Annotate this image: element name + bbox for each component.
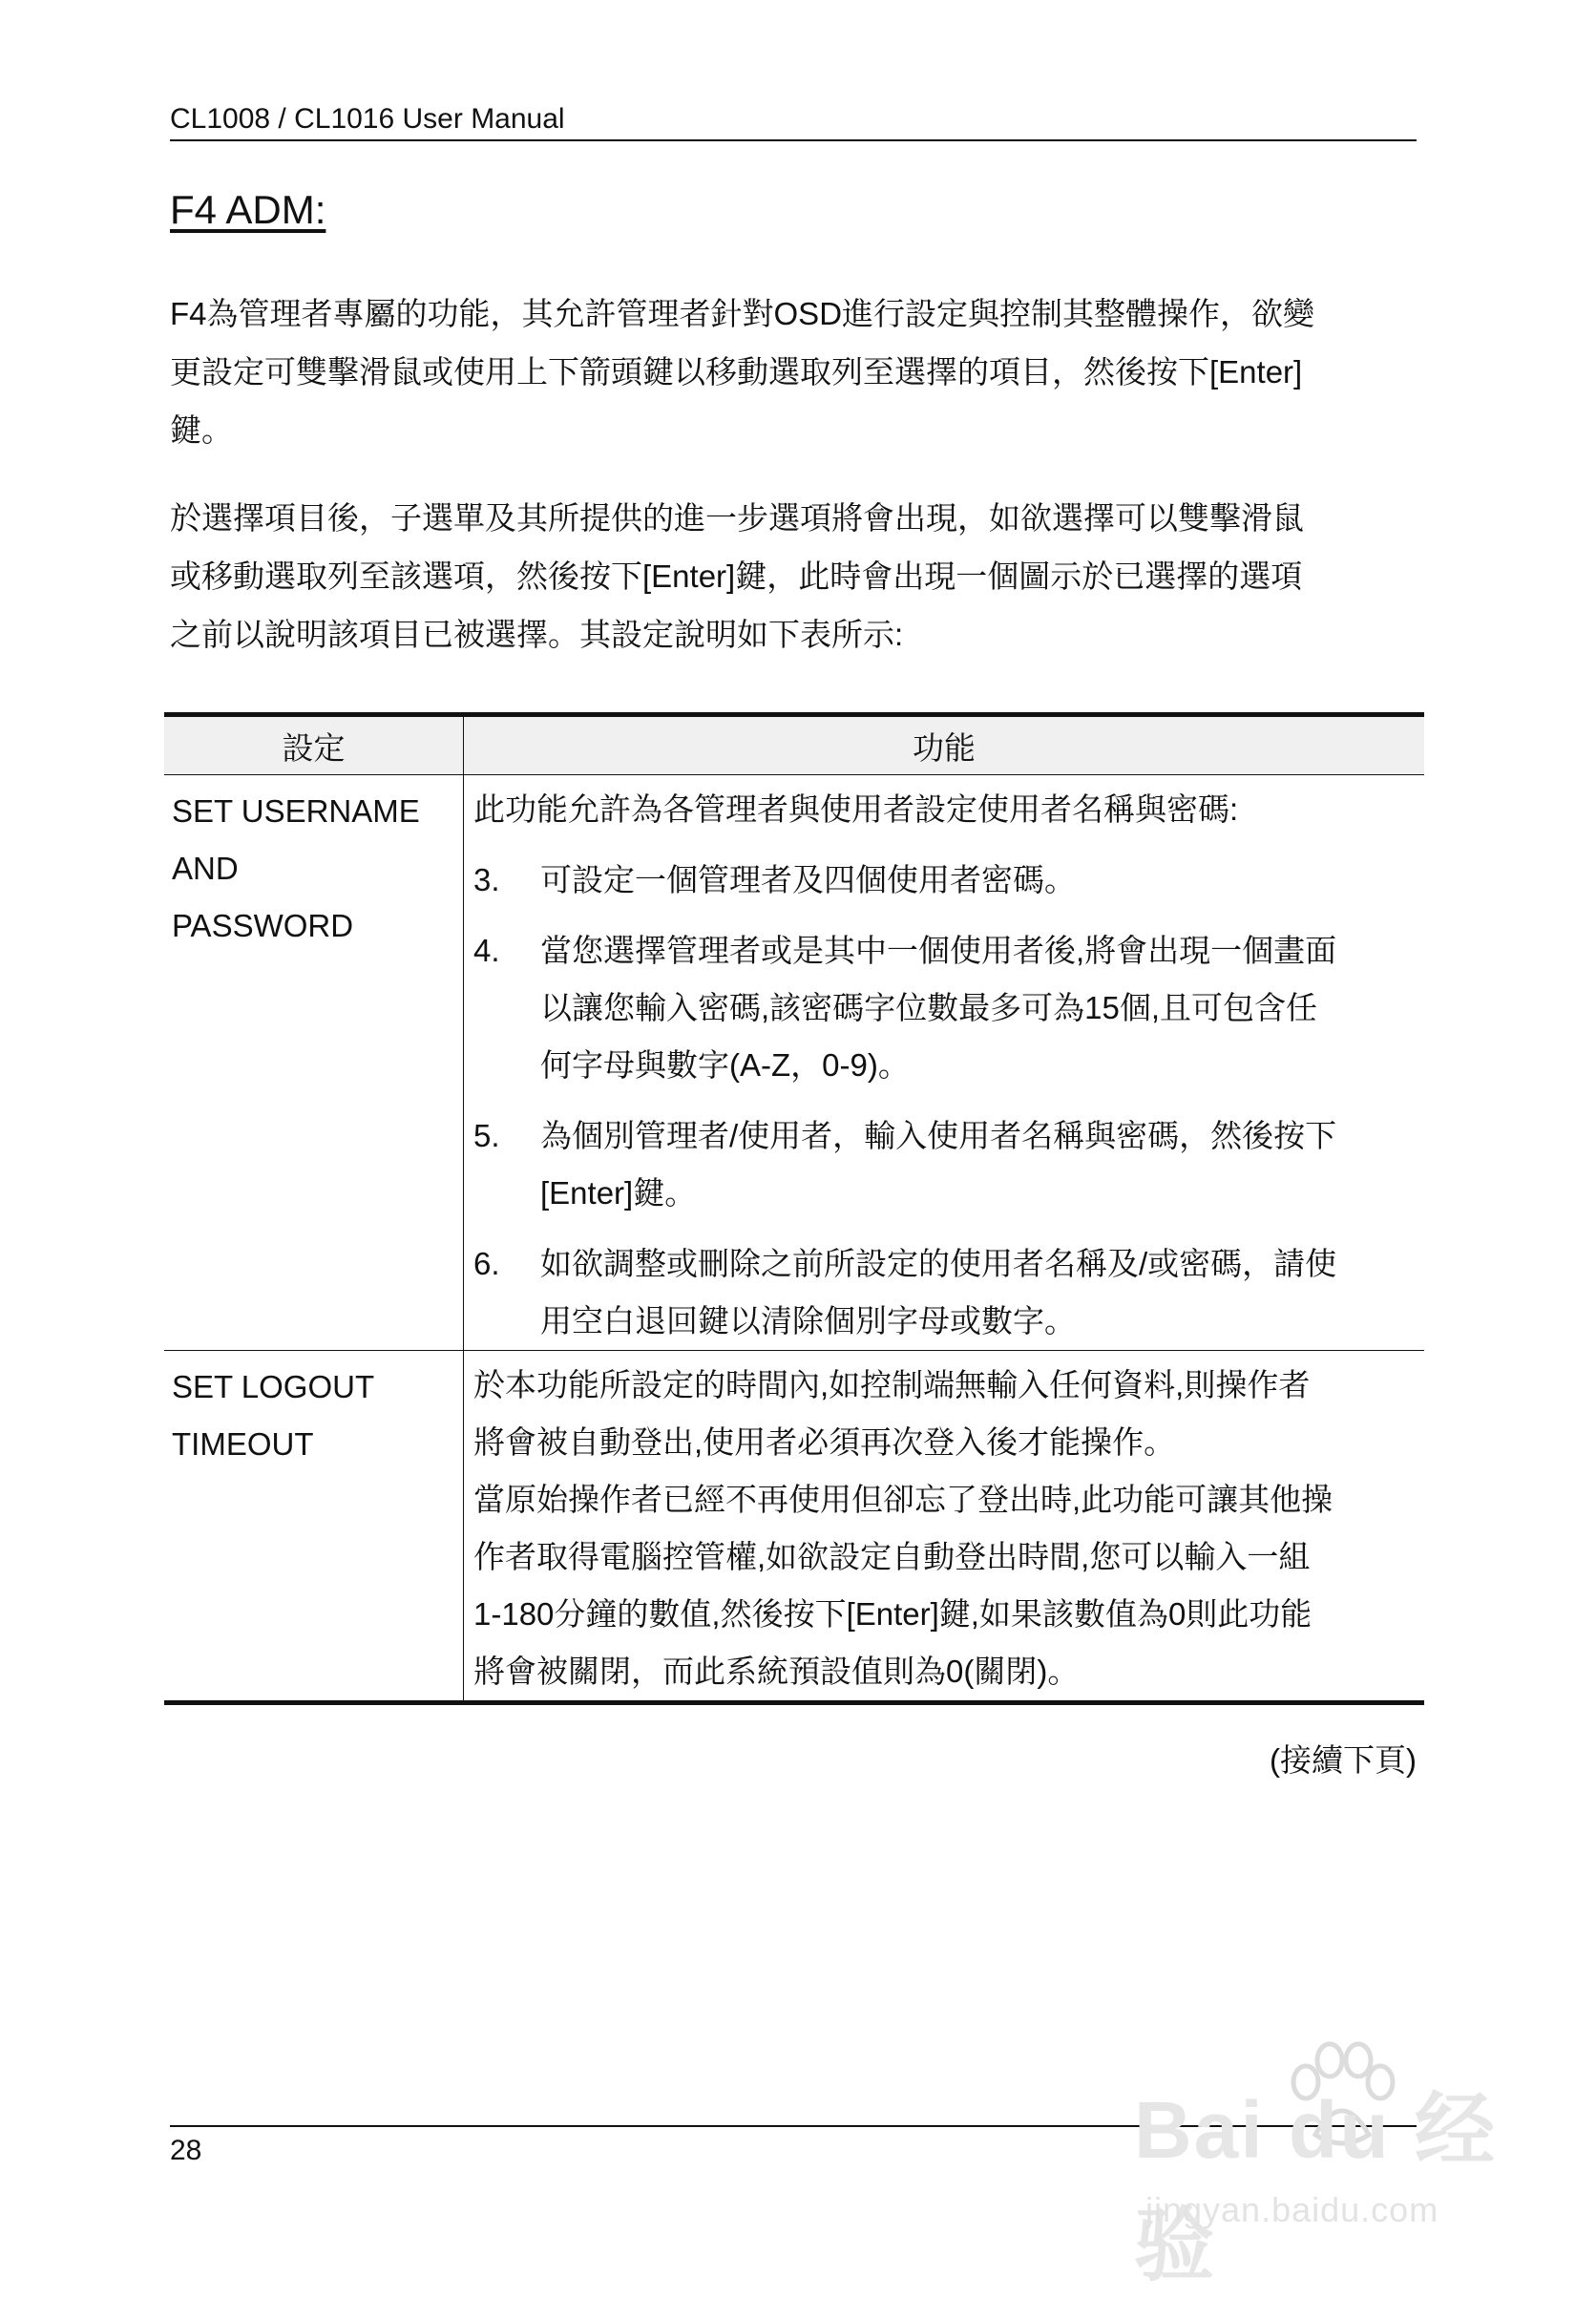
description-line: 作者取得電腦控管權,如欲設定自動登出時間,您可以輸入一組 — [473, 1539, 1311, 1574]
paragraph-line: 更設定可雙擊滑鼠或使用上下箭頭鍵以移動選取列至選擇的項目，然後按下[Enter] — [170, 354, 1303, 390]
setting-name — [164, 775, 463, 955]
watermark-logo: Bai du 经验 — [1134, 2085, 1498, 2290]
paragraph-line: 於選擇項目後，子選單及其所提供的進一步選項將會出現，如欲選擇可以雙擊滑鼠 — [170, 500, 1304, 536]
item-number: 4. — [473, 933, 500, 968]
item-line: 可設定一個管理者及四個使用者密碼。 — [540, 862, 1076, 897]
table-row — [164, 1351, 1424, 1703]
item-text — [540, 922, 1424, 1094]
table-header-row — [164, 715, 1424, 775]
numbered-item — [473, 1107, 1424, 1222]
table-row — [164, 775, 1424, 1351]
paragraph-line: 或移動選取列至該選項，然後按下[Enter]鍵，此時會出現一個圖示於已選擇的選項 — [170, 558, 1303, 594]
description-line: 於本功能所設定的時間內,如控制端無輸入任何資料,則操作者 — [473, 1367, 1311, 1402]
paragraph-line: F4為管理者專屬的功能，其允許管理者針對OSD進行設定與控制其整體操作，欲變 — [170, 296, 1315, 331]
function-description — [464, 1351, 1424, 1700]
settings-table — [164, 712, 1424, 1705]
baidu-watermark — [1134, 2039, 1498, 2290]
setting-name-line: SET LOGOUT — [172, 1369, 375, 1404]
setting-name-line: SET USERNAME — [172, 793, 420, 829]
item-number: 6. — [473, 1246, 500, 1281]
header-divider — [170, 139, 1417, 141]
item-line: 何字母與數字(A-Z，0-9)。 — [540, 1047, 910, 1083]
watermark-url: jingyan.baidu.com — [1145, 2190, 1439, 2229]
continued-note: (接續下頁) — [1270, 1742, 1417, 1778]
page-number: 28 — [170, 2135, 202, 2166]
item-line: 為個別管理者/使用者，輸入使用者名稱與密碼，然後按下 — [540, 1118, 1337, 1153]
numbered-item — [473, 1235, 1424, 1350]
column-header-setting: 設定 — [164, 715, 464, 775]
item-line: 以讓您輸入密碼,該密碼字位數最多可為15個,且可包含任 — [540, 990, 1318, 1025]
column-header-function: 功能 — [464, 715, 1425, 775]
paragraph-line: 鍵。 — [170, 412, 233, 448]
item-number: 3. — [473, 862, 500, 897]
item-line: [Enter]鍵。 — [540, 1175, 697, 1211]
setting-name-line: AND — [172, 851, 239, 886]
description-line: 當原始操作者已經不再使用但卻忘了登出時,此功能可讓其他操 — [473, 1482, 1334, 1517]
setting-name — [164, 1351, 463, 1473]
item-text — [540, 1107, 1424, 1222]
intro-paragraph-1 — [170, 284, 1417, 459]
numbered-item — [473, 922, 1424, 1094]
description-line: 將會被關閉，而此系統預設值則為0(關閉)。 — [473, 1654, 1080, 1689]
description-line: 1-180分鐘的數值,然後按下[Enter]鍵,如果該數值為0則此功能 — [473, 1596, 1312, 1632]
page-header: CL1008 / CL1016 User Manual — [170, 103, 565, 135]
description-line: 將會被自動登出,使用者必須再次登入後才能操作。 — [473, 1424, 1176, 1460]
intro-paragraph-2 — [170, 489, 1417, 664]
setting-cell — [164, 775, 464, 1351]
function-intro: 此功能允許為各管理者與使用者設定使用者名稱與密碼: — [473, 791, 1239, 827]
paragraph-line: 之前以說明該項目已被選擇。其設定說明如下表所示: — [170, 617, 904, 652]
setting-cell — [164, 1351, 464, 1703]
item-line: 當您選擇管理者或是其中一個使用者後,將會出現一個畫面 — [540, 933, 1337, 968]
function-cell — [464, 775, 1425, 1351]
item-line: 用空白退回鍵以清除個別字母或數字。 — [540, 1303, 1076, 1338]
item-text — [540, 1235, 1424, 1350]
setting-name-line: PASSWORD — [172, 908, 354, 943]
section-title: F4 ADM: — [170, 187, 326, 232]
function-description — [464, 775, 1424, 1350]
item-number: 5. — [473, 1118, 500, 1153]
numbered-item — [473, 852, 1424, 909]
function-cell — [464, 1351, 1425, 1703]
setting-name-line: TIMEOUT — [172, 1426, 314, 1462]
item-line: 如欲調整或刪除之前所設定的使用者名稱及/或密碼，請使 — [540, 1246, 1337, 1281]
item-text — [540, 852, 1424, 909]
